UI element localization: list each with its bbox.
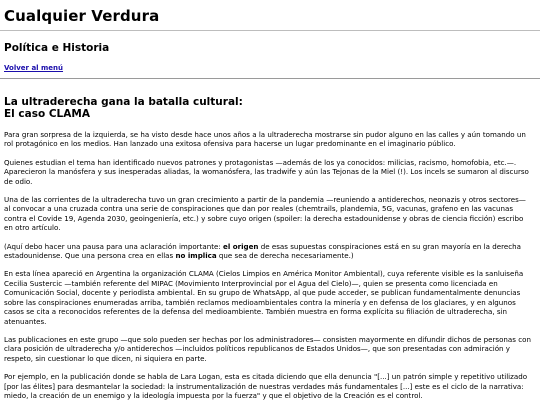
emphasis-origin: el origen (223, 241, 259, 251)
clarification-text: que sea de derecha necesariamente.) (216, 251, 354, 261)
article-paragraph: En esta línea apareció en Argentina la organización CLAMA (Cielos Limpios en América Monitor Ambiental), cuya referente visible es la sanluiseña Cecilia Sustercic —también referente del MIPAC (Movimiento Interprovincial por el Agua del Cielo)—, quien se presenta como licenciada en Comunicación Social, docente y periodista ambiental. En su grupo de WhatsApp, al que pude acceder, se publican fundamentalmente denuncias sobre las conspiraciones enumeradas arriba, también reclamos medioambientales contra la minería y en defensa de los glaciares, y en algunos casos se cita a reconocidos referentes de la defensa del medioambiente. También muestra en forma explícita su filiación de ultraderecha, sin atenuantes. (4, 269, 524, 326)
article-paragraph-clarification (4, 242, 534, 261)
clarification-text: (Aquí debo hacer una pausa para una aclaración importante: (4, 241, 224, 251)
article-title-line2: El caso CLAMA (4, 108, 90, 120)
article-title-line1: La ultraderecha gana la batalla cultural: (4, 96, 243, 108)
emphasis-not-imply: no implica (175, 251, 217, 261)
article-paragraph: Una de las corrientes de la ultraderecha tuvo un gran crecimiento a partir de la pandemia —reuniendo a antiderechos, neonazis y otros sectores— al convocar a una cruzada contra una serie de conspiraciones que dan por reales (chemtrails, plandemia, 5G, vacunas, grafeno en las vacunas contra el Covide 19, Agenda 2030, geoingeniería, etc.) y sobre cuyo origen (spoiler: la derecha estadounidense y obras de ciencia ficción) escribo en otro artículo. (4, 195, 526, 233)
article-title (4, 96, 534, 120)
article-paragraph: Las publicaciones en este grupo —que solo pueden ser hechas por los administradores— consisten mayormente en difundir dichos de personas con clara posición de ultraderecha y/o antiderechos —incluidos políticos republicanos de Estados Unidos—, que son presentadas con admiración y respeto, sin cuestionar lo que dicen, ni siquiera en parte. (4, 334, 531, 363)
article-paragraph: Quienes estudian el tema han identificado nuevos patrones y protagonistas —además de los ya conocidos: milicias, racismo, homofobia, etc.—. Aparecieron la manósfera y sus inesperadas aliadas, la womanósfera, las tradwife y aún las Tejonas de la Miel (!). Los incels se sumaron al discurso de odio. (4, 157, 529, 186)
nav-divider (0, 78, 540, 79)
section-title: Política e Historia (4, 42, 110, 54)
back-to-menu-link[interactable]: Volver al menú (4, 64, 64, 72)
article-paragraph: Para gran sorpresa de la izquierda, se ha visto desde hace unos años a la ultraderecha mostrarse sin pudor alguno en las calles y aún tomando un rol protagónico en los medios. Han lanzado una exitosa ofensiva para hacerse un lugar predominante en el imaginario público. (4, 130, 526, 149)
article (4, 96, 534, 405)
site-title: Cualquier Verdura (4, 7, 160, 25)
article-paragraph: Por ejemplo, en la publicación donde se habla de Lara Logan, esta es citada diciendo que ella denuncia "[...] un patrón simple y repetitivo utilizado [por las élites] para desmantelar la sociedad: la instrumentalización de nuestras verdades más fundamentales [...] este es el ciclo de la narrativa: miedo, la creación de un enemigo y la ideología impuesta por la fuerza" y que el objetivo de la Creación es el control. (4, 372, 528, 400)
header-divider (0, 30, 540, 31)
clarification-text: de esas supuestas conspiraciones está en su gran mayoría en la derecha estadounidense. Que una persona crea en ellas (4, 241, 521, 261)
